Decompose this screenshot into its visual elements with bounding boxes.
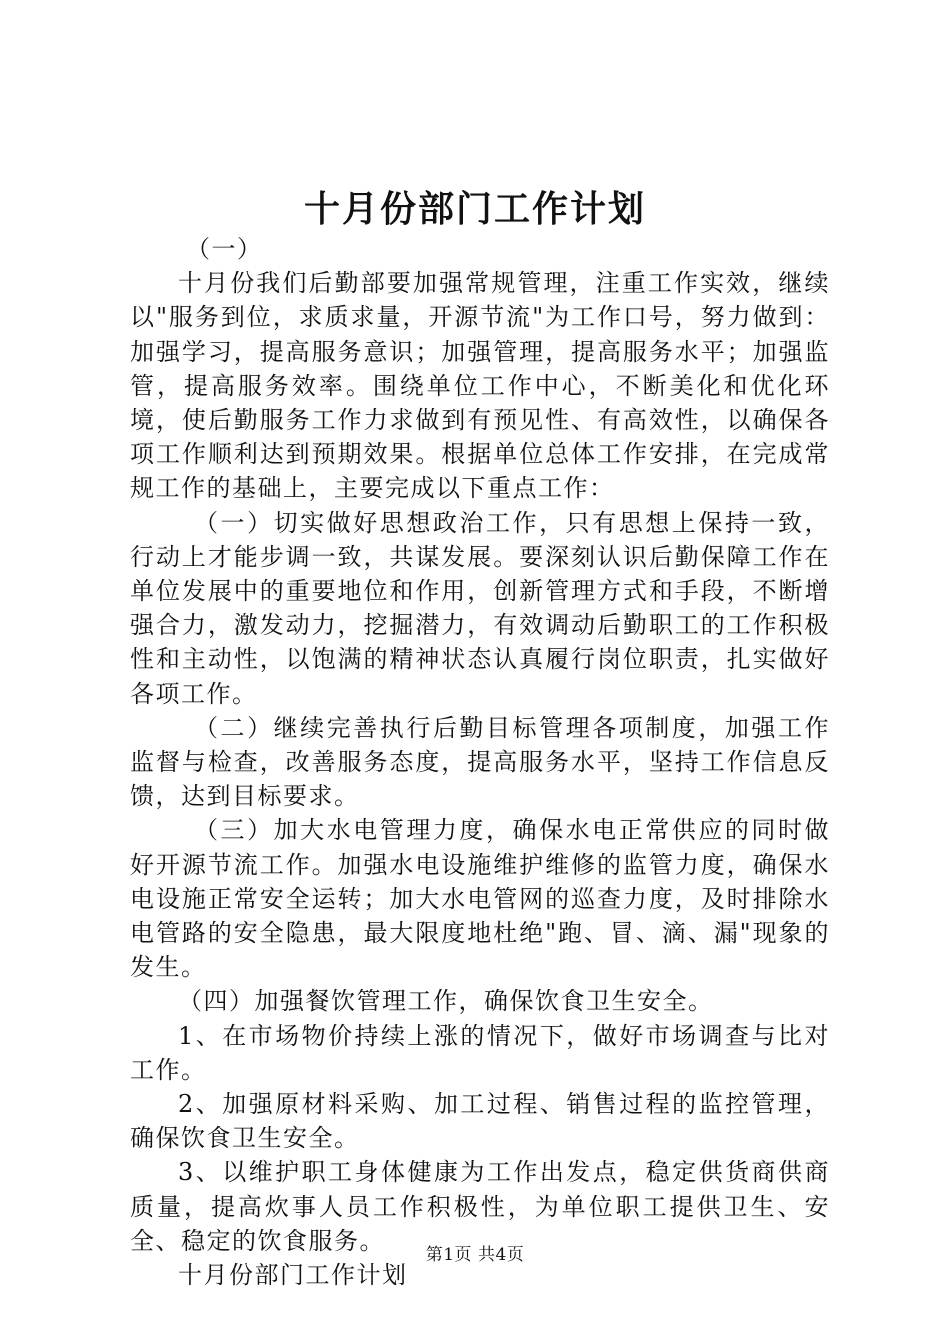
item-paragraph-4: （四）加强餐饮管理工作，确保饮食卫生安全。 [178,987,714,1016]
item-paragraph-3: （三）加大水电管理力度，确保水电正常供应的同时做好开源节流工作。加强水电设施维护维修的监管力度，确保水电设施正常安全运转；加大水电管网的巡查力度，及时排除水电管路的安全隐患，最大限度地杜绝"跑、冒、滴、漏"现象的发生。 [130,816,830,982]
section-heading: （一） [186,235,263,263]
page-footer: 第1页 共4页 [425,1245,525,1265]
item-paragraph-2: （二）继续完善执行后勤目标管理各项制度，加强工作监督与检查，改善服务态度，提高服务水平，坚持工作信息反馈，达到目标要求。 [130,713,830,811]
closing-line: 十月份部门工作计划 [178,1261,408,1290]
item-paragraph-1: （一）切实做好思想政治工作，只有思想上保持一致，行动上才能步调一致，共谋发展。要深刻认识后勤保障工作在单位发展中的重要地位和作用，创新管理方式和手段，不断增强合力，激发动力，挖掘潜力，有效调动后勤职工的工作积极性和主动性，以饱满的精神状态认真履行岗位职责，扎实做好各项工作。 [130,508,830,708]
sub-item-1: 1、在市场物价持续上涨的情况下，做好市场调查与比对工作。 [130,1021,830,1084]
sub-item-3: 3、以维护职工身体健康为工作出发点，稳定供货商供商质量，提高炊事人员工作积极性，为单位职工提供卫生、安全、稳定的饮食服务。 [130,1158,830,1255]
page-title: 十月份部门工作计划 [303,188,646,230]
document-body [130,232,830,1292]
sub-item-2: 2、加强原材料采购、加工过程、销售过程的监控管理，确保饮食卫生安全。 [130,1090,830,1153]
intro-paragraph: 十月份我们后勤部要加强常规管理，注重工作实效，继续以"服务到位，求质求量，开源节流"为工作口号，努力做到：加强学习，提高服务意识；加强管理，提高服务水平；加强监管，提高服务效率。围绕单位工作中心，不断美化和优化环境，使后勤服务工作力求做到有预见性、有高效性，以确保各项工作顺利达到预期效果。根据单位总体工作安排，在完成常规工作的基础上，主要完成以下重点工作： [130,269,830,503]
